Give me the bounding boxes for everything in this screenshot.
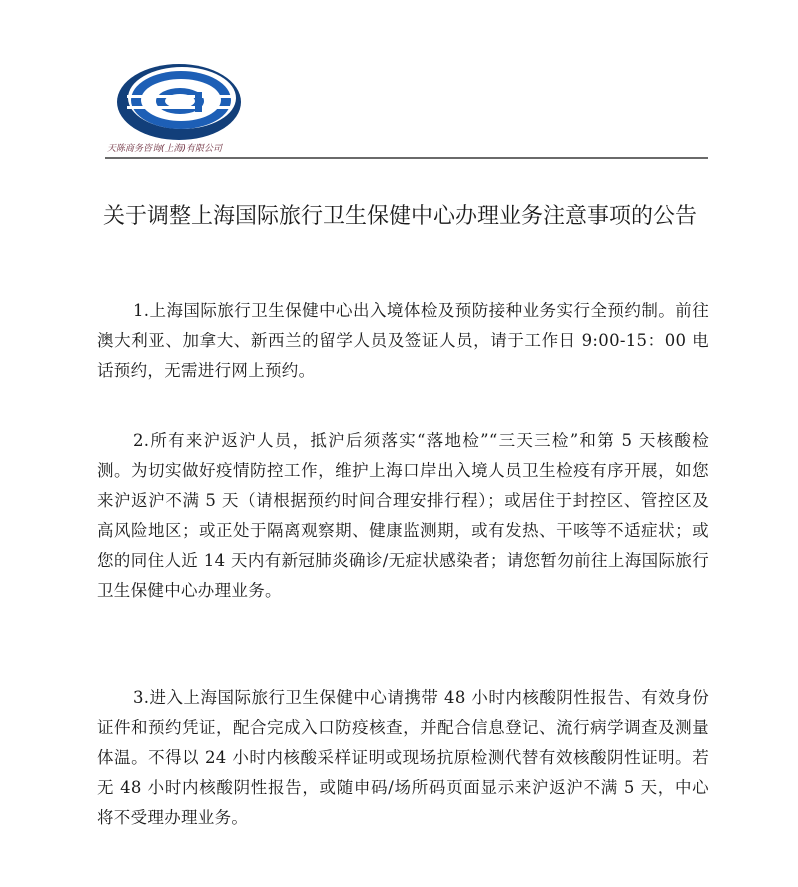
company-name: 天陈商务咨询(上海)有限公司	[107, 144, 223, 154]
header-divider	[105, 157, 708, 159]
paragraph-1: 1.上海国际旅行卫生保健中心出入境体检及预防接种业务实行全预约制。前往澳大利亚、加拿大、新西兰的留学人员及签证人员，请于工作日 9:00-15：00 电话预约，无需进行网上预约。	[97, 301, 709, 380]
paragraph-3: 3.进入上海国际旅行卫生保健中心请携带 48 小时内核酸阴性报告、有效身份证件和预约凭证，配合完成入口防疫核查，并配合信息登记、流行病学调查及测量体温。不得以 24 小时内核酸采样证明或现场抗原检测代替有效核酸阴性证明。若无 48 小时内核酸阴性报告，或随申码/场所码页面显示来沪返沪不满 5 天，中心将不受理办理业务。	[97, 688, 709, 827]
at-sign-globe-logo-icon	[107, 62, 252, 142]
paragraph-2: 2.所有来沪返沪人员，抵沪后须落实“落地检”“三天三检”和第 5 天核酸检测。为切实做好疫情防控工作，维护上海口岸出入境人员卫生检疫有序开展，如您来沪返沪不满 5 天（请根据预约时间合理安排行程）；或居住于封控区、管控区及高风险地区；或正处于隔离观察期、健康监测期，或有发热、干咳等不适症状；或您的同住人近 14 天内有新冠肺炎确诊/无症状感染者；请您暂勿前往上海国际旅行卫生保健中心办理业务。	[97, 431, 709, 600]
notice-title: 关于调整上海国际旅行卫生保健中心办理业务注意事项的公告	[102, 204, 697, 229]
letterhead	[0, 0, 798, 160]
